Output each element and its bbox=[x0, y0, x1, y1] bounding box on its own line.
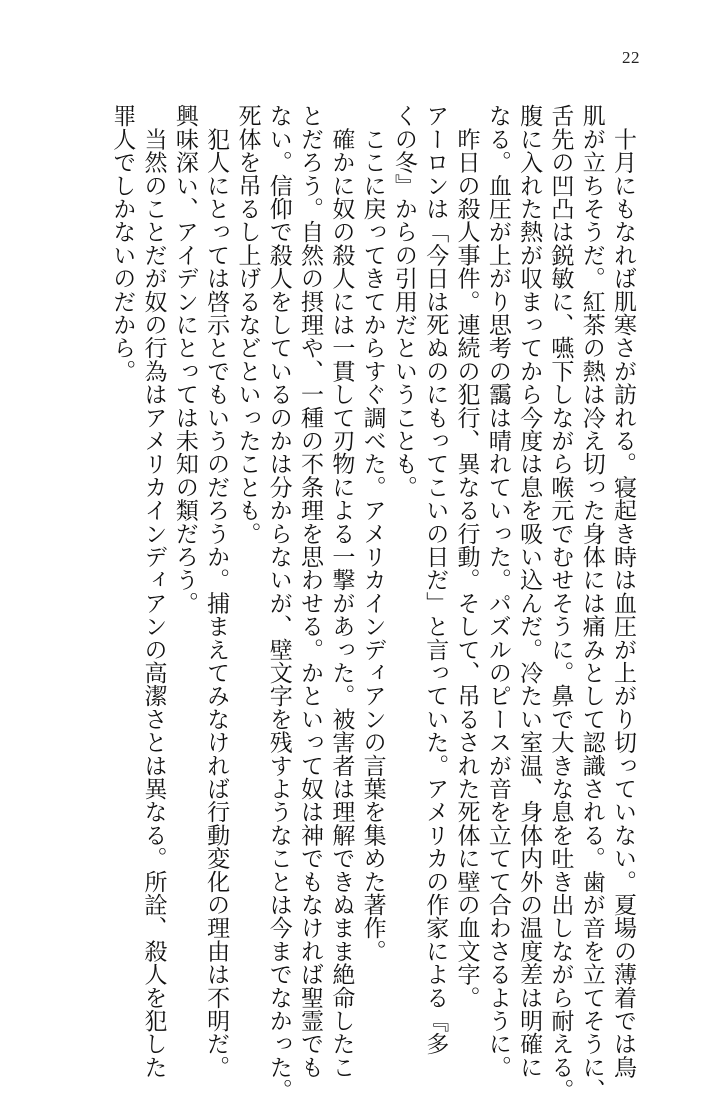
text-line: 昨日の殺人事件。連続の犯行、異なる行動。そして、吊るされた死体に壁の血文字。 bbox=[453, 104, 480, 1009]
text-line: なる。血圧が上がり思考の靄は晴れていった。パズルのピースが音を立てて合わさるように。 bbox=[484, 104, 511, 1079]
text-line: 当然のことだが奴の行為はアメリカインディアンの高潔さとは異なる。所詮、殺人を犯した bbox=[140, 104, 167, 1079]
text-line: とだろう。自然の摂理や、一種の不条理を思わせる。かといって奴は神でもなければ聖霊でも bbox=[297, 104, 324, 1079]
text-line: 興味深い、アイデンにとっては未知の類だろう。 bbox=[171, 104, 198, 615]
text-line: 腹に入れた熱が収まってから今度は息を吸い込んだ。冷たい室温、身体内外の温度差は明確に bbox=[516, 104, 543, 1079]
text-line: 死体を吊るし上げるなどといったことも。 bbox=[234, 104, 261, 545]
text-line: ここに戻ってきてからすぐ調べた。アメリカインディアンの言葉を集めた著作。 bbox=[359, 104, 386, 963]
text-line: 確かに奴の殺人には一貫して刃物による一撃があった。被害者は理解できぬまま絶命したこ bbox=[328, 104, 355, 1079]
text-line: 犯人にとっては啓示とでもいうのだろうか。捕まえてみなければ行動変化の理由は不明だ。 bbox=[203, 104, 230, 1079]
text-line: 十月にもなれば肌寒さが訪れる。寝起き時は血圧が上がり切っていない。夏場の薄着では鳥 bbox=[610, 104, 636, 1079]
text-line: 舌先の凹凸は鋭敏に、嚥下しながら喉元でむせそうに。鼻で大きな息を吐き出しながら耐える。 bbox=[547, 104, 574, 1102]
text-line: 罪人でしかないのだから。 bbox=[109, 104, 136, 383]
text-line: 肌が立ちそうだ。紅茶の熱は冷え切った身体には痛みとして認識される。歯が音を立てそうに、 bbox=[578, 104, 605, 1102]
text-line: アーロンは「今日は死ぬのにもってこいの日だ」と言っていた。アメリカの作家による『多 bbox=[422, 104, 449, 1056]
page-number: 22 bbox=[622, 48, 640, 67]
body-text bbox=[106, 104, 638, 1102]
text-line: ない。信仰で殺人をしているのかは分からないが、壁文字を残すようなことは今までなかった。 bbox=[265, 104, 292, 1102]
text-line: くの冬』からの引用だということも。 bbox=[390, 104, 417, 499]
